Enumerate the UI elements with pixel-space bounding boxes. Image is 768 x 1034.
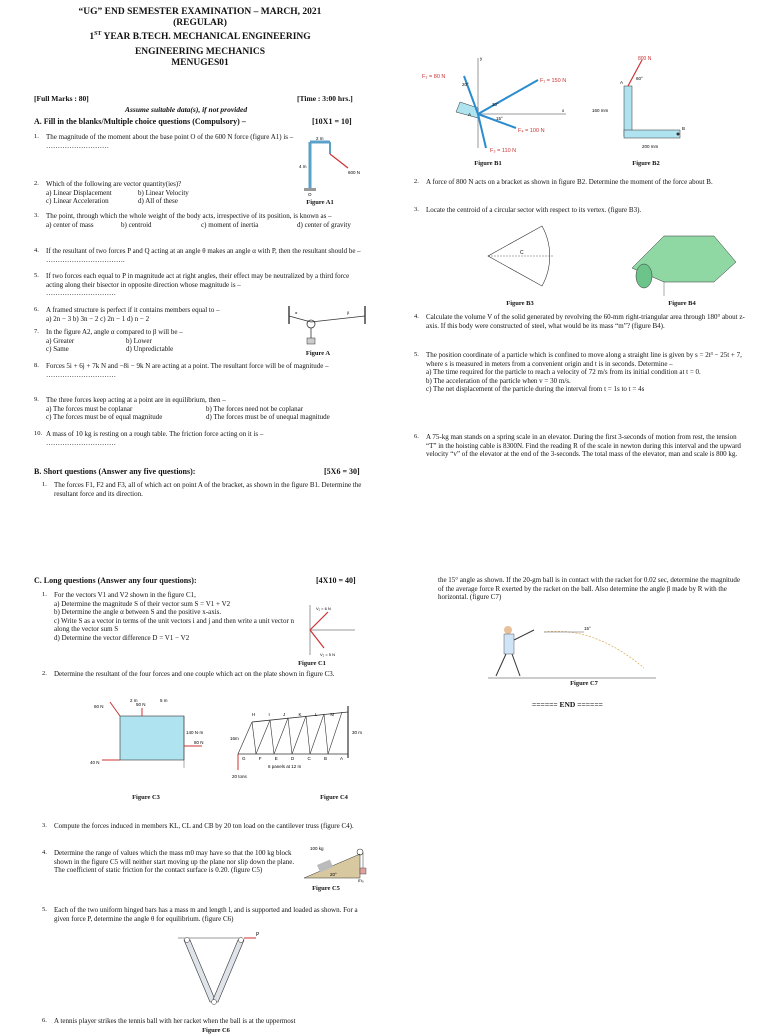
svg-text:V₁ = 6 N: V₁ = 6 N [316, 606, 331, 611]
svg-text:80 N: 80 N [194, 740, 204, 745]
svg-text:A: A [620, 80, 624, 85]
svg-text:C: C [520, 250, 524, 256]
question-b2: 2. A force of 800 N acts on a bracket as shown in figure B2. Determine the moment of the force about B. [414, 178, 713, 186]
question-c6-continued: the 15° angle as shown. If the 20-gm ball is in contact with the racket for 0.02 sec, determine the magnitude of the average force R exerted by the racket on the ball. Also determine the angle β made by R with the horizontal. (figure C7) [438, 576, 740, 601]
header-line5: MENUGES01 [171, 58, 229, 69]
header-line3: 1ST YEAR B.TECH. MECHANICAL ENGINEERING [89, 31, 311, 43]
figure-c6 [172, 930, 262, 1018]
figure-a1 [296, 134, 368, 198]
figure-c3 [90, 696, 220, 774]
section-b-marks: [5X6 = 30] [324, 467, 360, 476]
assume-note: Assume suitable data(s), if not provided [125, 105, 248, 114]
header-line2: (REGULAR) [173, 18, 227, 28]
svg-text:20 tons: 20 tons [232, 774, 247, 779]
question-c3: 3. Compute the forces induced in members KL, CL and CB by 20 ton load on the cantilever truss (figure C4). [42, 822, 354, 830]
figure-a-caption: Figure A [305, 350, 331, 357]
figure-b3 [480, 220, 560, 292]
question-a2: 2. Which of the following are vector quantity(ies)? a) Linear Displacement b) Linear Velocity c) Linear Acceleration d) All of these [34, 180, 189, 205]
svg-text:5 m: 5 m [160, 698, 168, 703]
end-marker: ====== END ====== [532, 700, 603, 709]
question-c6: 6. A tennis player strikes the tennis ball with her racket when the ball is at the uppermost [42, 1017, 296, 1025]
svg-text:α: α [295, 310, 298, 315]
figure-c7-caption: Figure C7 [570, 680, 598, 687]
question-c1: 1. For the vectors V1 and V2 shown in the figure C1, a) Determine the magnitude S of their vector sum S = V1 + V2 b) Determine the angle α between S and the positive x-axis. c) Write S as a vector in terms of the unit vectors i and j and then write a unit vector n along the vector sum S d) Determine the vector difference D = V1 − V2 [42, 591, 295, 642]
figure-c4 [228, 702, 368, 780]
svg-text:F₄ = 100 N: F₄ = 100 N [518, 128, 545, 134]
svg-text:100 kg: 100 kg [310, 846, 324, 851]
svg-text:30 m: 30 m [352, 730, 363, 735]
question-c4: 4. Determine the range of values which the mass m0 may have so that the 100 kg block shown in the figure C5 will neither start moving up the plane nor slip down the plane. The coefficient of static friction for the contact surface is 0.20. (figure C5) [42, 849, 295, 874]
figure-c3-caption: Figure C3 [132, 794, 160, 801]
question-a5: 5. If two forces each equal to P in magnitude act at right angles, their effect may be neutralized by a third force acting along their bisector in opposite direction whose magnitude is – ………………………… [34, 272, 350, 297]
figure-a1-caption: Figure A1 [306, 199, 334, 206]
section-a-marks: [10X1 = 10] [312, 117, 352, 126]
question-a4: 4. If the resultant of two forces P and Q acting at an angle θ makes an angle α with P, then the resultant should be – ……………………………. [34, 247, 361, 264]
figure-c7 [484, 612, 660, 684]
exam-time: [Time : 3:00 hrs.] [297, 94, 353, 103]
question-b6: 6. A 75-kg man stands on a spring scale in an elevator. During the first 3-seconds of motion from rest, the tension “T” in the hoisting cable is 8300N. Find the reading R of the scale in newton during this interval and the upward velocity “v” of the elevator at the end of the 3-seconds. The total mass of the elevator, man and scale is 800 kg. [414, 433, 741, 458]
svg-text:4 m: 4 m [299, 164, 307, 169]
svg-text:40 N: 40 N [90, 760, 100, 765]
svg-text:F₃ = 110 N: F₃ = 110 N [490, 148, 517, 154]
svg-text:A: A [468, 112, 472, 117]
section-c-marks: [4X10 = 40] [316, 576, 356, 585]
section-a-title: A. Fill in the blanks/Multiple choice questions (Compulsory) – [34, 117, 246, 126]
svg-text:30°: 30° [492, 102, 499, 107]
figure-b4 [624, 222, 744, 298]
svg-text:G F E D C B A: G F E D C B A [242, 756, 350, 761]
figure-b2-caption: Figure B2 [632, 160, 660, 167]
svg-text:B: B [682, 126, 686, 131]
figure-b1-caption: Figure B1 [474, 160, 502, 167]
header-line4: ENGINEERING MECHANICS [134, 47, 266, 58]
header-line1: “UG” END SEMESTER EXAMINATION – MARCH, 2021 [78, 7, 322, 17]
figure-b4-caption: Figure B4 [668, 300, 696, 307]
figure-b2 [592, 52, 704, 152]
figure-c1 [300, 600, 360, 660]
svg-text:600 N: 600 N [348, 170, 361, 175]
figure-b1 [420, 52, 570, 160]
svg-text:y: y [480, 56, 483, 61]
question-c2: 2. Determine the resultant of the four forces and one couple which act on the plate shown in figure C3. [42, 670, 335, 678]
svg-text:20°: 20° [462, 82, 469, 87]
svg-text:V₂ = 5 N: V₂ = 5 N [320, 652, 336, 657]
svg-text:m₀: m₀ [358, 878, 364, 883]
question-a3: 3. The point, through which the whole weight of the body acts, irrespective of its position, is known as – a) center of mass b) centroid c) moment of inertia d) center of gravity [34, 212, 351, 229]
svg-text:140 N·m: 140 N·m [186, 730, 204, 735]
svg-text:H I J K L M: H I J K L M [252, 712, 341, 717]
svg-text:O: O [308, 192, 312, 197]
svg-text:160 mm: 160 mm [592, 108, 609, 113]
figure-c5-caption: Figure C5 [312, 885, 340, 892]
figure-c6-caption: Figure C6 [202, 1027, 230, 1034]
figure-b3-caption: Figure B3 [506, 300, 534, 307]
question-b1: 1. The forces F1, F2 and F3, all of which act on point A of the bracket, as shown in the figure B1. Determine the resultant force and its direction. [42, 481, 362, 498]
svg-text:20°: 20° [330, 872, 337, 877]
question-a6: 6. A framed structure is perfect if it contains members equal to – a) 2n − 3 b) 3n − 2 c) 2n − 1 d) n − 2 [34, 306, 220, 323]
svg-text:x: x [562, 108, 565, 113]
question-b3: 3. Locate the centroid of a circular sector with respect to its vertex. (figure B3). [414, 206, 642, 214]
question-a8: 8. Forces 5i + 6j + 7k N and −8i − 9k N are acting at a point. The resultant force will be of magnitude – ………………………… [34, 362, 329, 379]
svg-text:60°: 60° [636, 76, 643, 81]
svg-text:β: β [347, 310, 350, 315]
svg-text:200 mm: 200 mm [642, 144, 659, 149]
section-b-title: B. Short questions (Answer any five questions): [34, 467, 196, 476]
section-c-title: C. Long questions (Answer any four questions): [34, 576, 197, 585]
figure-c4-caption: Figure C4 [320, 794, 348, 801]
svg-text:6 panels at 12 m: 6 panels at 12 m [268, 764, 302, 769]
svg-text:15°: 15° [496, 116, 503, 121]
question-b4: 4. Calculate the volume V of the solid generated by revolving the 60-mm right-triangular area through 180° about z-axis. If this body were constructed of steel, what would be its mass “m”? (figure B4). [414, 313, 745, 330]
question-a1: 1. The magnitude of the moment about the base point O of the 600 N force (figure A1) is – ……………………… [34, 133, 294, 150]
figure-c1-caption: Figure C1 [298, 660, 326, 667]
svg-text:2 m: 2 m [316, 136, 324, 141]
figure-c5 [300, 838, 372, 884]
question-c5: 5. Each of the two uniform hinged bars has a mass m and length l, and is supported and loaded as shown. For a given force P, determine the angle θ for equilibrium. (figure C6) [42, 906, 358, 923]
svg-text:60 N: 60 N [94, 704, 104, 709]
svg-text:800 N: 800 N [638, 56, 652, 62]
svg-text:16m: 16m [230, 736, 239, 741]
svg-text:P: P [256, 932, 260, 938]
exam-header [30, 7, 370, 69]
svg-text:F₁ = 150 N: F₁ = 150 N [540, 78, 567, 84]
svg-text:50 N: 50 N [136, 702, 146, 707]
svg-text:15°: 15° [584, 626, 591, 631]
question-a9: 9. The three forces keep acting at a point are in equilibrium, then – a) The forces must be coplanar b) The forces need not be coplanar c) The forces must be of equal magnitude d) The forces must be of unequal magnitude [34, 396, 330, 421]
question-a10: 10. A mass of 10 kg is resting on a rough table. The friction force acting on it is – ………………………… [34, 430, 264, 447]
question-b5: 5. The position coordinate of a particle which is confined to move along a straight line is given by s = 2t³ − 25t + 7, where s is measured in meters from a convenient origin and t is in seconds. Determine – a) The time required for the particle to reach a velocity of 72 m/s from its initial condition at t = 0. b) The acceleration of the particle when v = 30 m/s. c) The net displacement of the particle during the interval from t = 1s to t = 4s [414, 351, 742, 393]
full-marks: [Full Marks : 80] [34, 94, 89, 103]
question-a7: 7. In the figure A2, angle α compared to β will be – a) Greater b) Lower c) Same d) Unpredictable [34, 328, 183, 353]
svg-text:F₂ = 80 N: F₂ = 80 N [422, 74, 446, 80]
svg-text:2 m: 2 m [130, 698, 138, 703]
